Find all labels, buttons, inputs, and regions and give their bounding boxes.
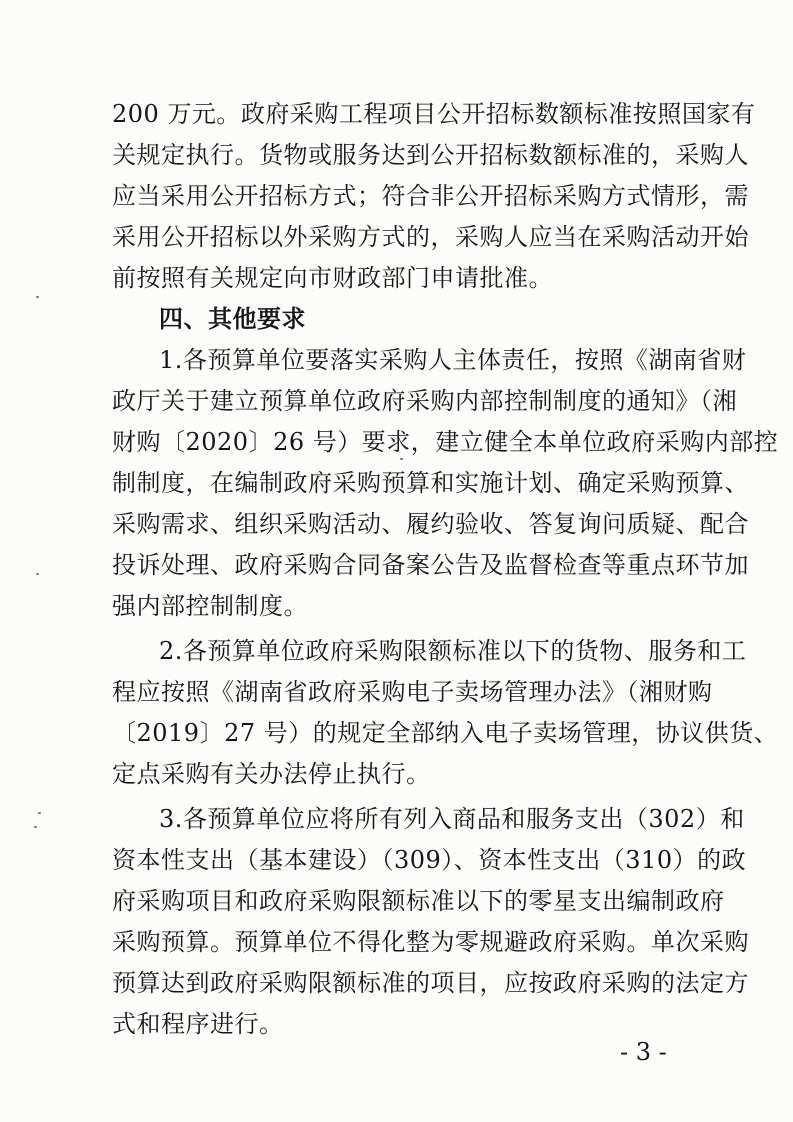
section-heading: 四、其他要求 (159, 305, 306, 333)
body-line: 财购〔2020〕26 号）要求，建立健全本单位政府采购内部控 (112, 428, 779, 456)
body-line: 采用公开招标以外采购方式的，采购人应当在采购活动开始 (112, 223, 749, 251)
body-line: 前按照有关规定向市财政部门申请批准。 (112, 264, 553, 292)
body-line: 定点采购有关办法停止执行。 (112, 760, 431, 788)
body-line: 2.各预算单位政府采购限额标准以下的货物、服务和工 (159, 637, 747, 665)
document-body (112, 94, 779, 1045)
body-line: 关规定执行。货物或服务达到公开招标数额标准的，采购人 (112, 141, 749, 169)
body-line: 投诉处理、政府采购合同备案公告及监督检查等重点环节加 (112, 551, 749, 579)
body-line: 应当采用公开招标方式；符合非公开招标采购方式情形，需 (112, 182, 749, 210)
body-line: 采购预算。预算单位不得化整为零规避政府采购。单次采购 (112, 928, 749, 956)
page-number: - 3 - (620, 1038, 667, 1066)
body-line: 3.各预算单位应将所有列入商品和服务支出（302）和 (159, 805, 745, 833)
scan-speck (400, 458, 403, 460)
body-line: 制制度，在编制政府采购预算和实施计划、确定采购预算、 (112, 469, 749, 497)
body-line: 式和程序进行。 (112, 1010, 284, 1038)
body-line: 强内部控制制度。 (112, 592, 308, 620)
body-line: 采购需求、组织采购活动、履约验收、答复询问质疑、配合 (112, 510, 749, 538)
body-line: 政厅关于建立预算单位政府采购内部控制制度的通知》（湘 (112, 387, 737, 415)
scan-speck (38, 812, 41, 814)
body-line: 预算达到政府采购限额标准的项目，应按政府采购的法定方 (112, 969, 749, 997)
body-line: 府采购项目和政府采购限额标准以下的零星支出编制政府 (112, 887, 725, 915)
body-line: 资本性支出（基本建设）（309）、资本性支出（310）的政 (112, 846, 747, 874)
scan-speck (36, 573, 39, 575)
body-line: 〔2019〕27 号）的规定全部纳入电子卖场管理，协议供货、 (112, 719, 779, 747)
body-line: 程应按照《湖南省政府采购电子卖场管理办法》（湘财购 (112, 678, 713, 706)
scan-speck (36, 296, 39, 298)
body-line: 200 万元。政府采购工程项目公开招标数额标准按照国家有 (112, 100, 756, 128)
body-line: 1.各预算单位要落实采购人主体责任，按照《湖南省财 (159, 346, 747, 374)
scan-speck (34, 826, 37, 828)
